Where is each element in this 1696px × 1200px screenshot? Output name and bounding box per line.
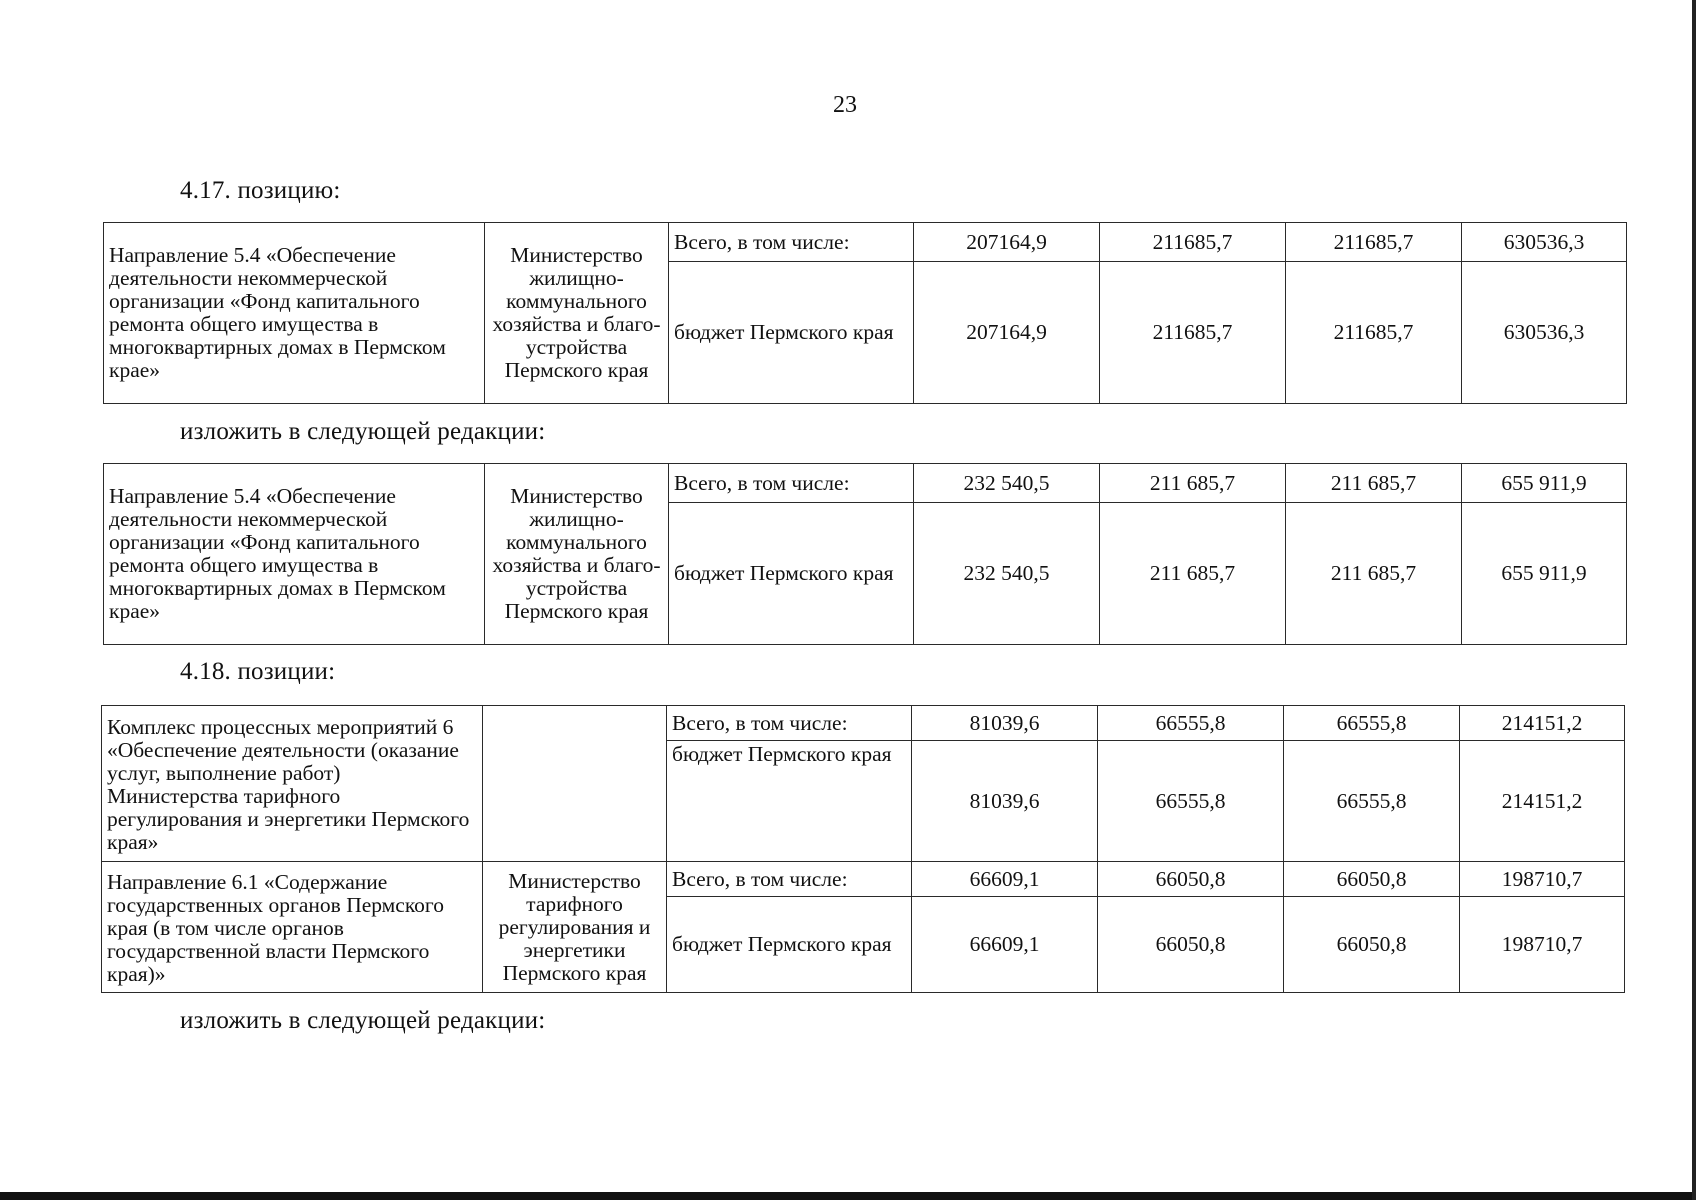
value-cell: 66555,8 (1284, 741, 1460, 862)
value-cell: 66555,8 (1284, 706, 1460, 741)
table-row (102, 706, 1625, 741)
row-label: бюджет Пермского края (669, 262, 914, 404)
table-row (102, 862, 1625, 897)
value-cell: 211 685,7 (1286, 464, 1462, 503)
total-cell: 198710,7 (1460, 897, 1625, 993)
responsible-ministry: Министерство жилищно-коммунального хозяйства и благо-устройства Пермского края (485, 464, 669, 645)
section-heading-new-edition-2: изложить в следующей редакции: (180, 1007, 546, 1034)
total-cell: 630536,3 (1462, 262, 1627, 404)
value-cell: 207164,9 (914, 262, 1100, 404)
row-label: Всего, в том числе: (669, 223, 914, 262)
value-cell: 211 685,7 (1286, 503, 1462, 645)
value-cell: 66050,8 (1098, 897, 1284, 993)
total-cell: 630536,3 (1462, 223, 1627, 262)
total-cell: 655 911,9 (1462, 503, 1627, 645)
row-label: Всего, в том числе: (669, 464, 914, 503)
row-label: Всего, в том числе: (667, 862, 912, 897)
page-number: 23 (833, 92, 857, 118)
positions-table-original (103, 222, 1627, 404)
responsible-ministry: Министерство жилищно-коммунального хозяйства и благо-устройства Пермского края (485, 223, 669, 404)
total-cell: 214151,2 (1460, 706, 1625, 741)
value-cell: 211 685,7 (1100, 503, 1286, 645)
positions-table-new-edition (103, 463, 1627, 645)
scan-edge-right (1692, 0, 1696, 1200)
scan-edge-bottom (0, 1192, 1696, 1200)
value-cell: 66609,1 (912, 862, 1098, 897)
value-cell: 66609,1 (912, 897, 1098, 993)
responsible-ministry: Министерство тарифного регулирования и энергетики Пермского края (483, 862, 667, 993)
value-cell: 66555,8 (1098, 706, 1284, 741)
value-cell: 81039,6 (912, 741, 1098, 862)
value-cell: 211685,7 (1286, 223, 1462, 262)
value-cell: 211 685,7 (1100, 464, 1286, 503)
value-cell: 232 540,5 (914, 464, 1100, 503)
value-cell: 211685,7 (1100, 223, 1286, 262)
table-row (104, 464, 1627, 503)
section-heading-4-17: 4.17. позицию: (180, 177, 341, 204)
section-heading-4-18: 4.18. позиции: (180, 658, 336, 685)
direction-description: Направление 6.1 «Содержание государственных органов Пермского края (в том числе органов государственной власти Пермского края)» (102, 862, 483, 993)
total-cell: 198710,7 (1460, 862, 1625, 897)
value-cell: 66050,8 (1284, 862, 1460, 897)
total-cell: 214151,2 (1460, 741, 1625, 862)
responsible-ministry (483, 706, 667, 862)
value-cell: 232 540,5 (914, 503, 1100, 645)
value-cell: 66050,8 (1098, 862, 1284, 897)
value-cell: 81039,6 (912, 706, 1098, 741)
row-label: бюджет Пермского края (667, 897, 912, 993)
direction-description: Направление 5.4 «Обеспечение деятельности некоммерческой организации «Фонд капитального ремонта общего имущества в многоквартирных домах в Пермском крае» (104, 223, 485, 404)
table-row (104, 223, 1627, 262)
value-cell: 211685,7 (1286, 262, 1462, 404)
value-cell: 211685,7 (1100, 262, 1286, 404)
positions-table-4-18 (101, 705, 1625, 993)
row-label: бюджет Пермского края (669, 503, 914, 645)
value-cell: 66050,8 (1284, 897, 1460, 993)
value-cell: 66555,8 (1098, 741, 1284, 862)
total-cell: 655 911,9 (1462, 464, 1627, 503)
direction-description: Направление 5.4 «Обеспечение деятельности некоммерческой организации «Фонд капитального ремонта общего имущества в многоквартирных домах в Пермском крае» (104, 464, 485, 645)
row-label: Всего, в том числе: (667, 706, 912, 741)
row-label: бюджет Пермского края (667, 741, 912, 862)
section-heading-new-edition: изложить в следующей редакции: (180, 418, 546, 445)
value-cell: 207164,9 (914, 223, 1100, 262)
complex-description: Комплекс процессных мероприятий 6 «Обеспечение деятельности (оказание услуг, выполнение работ) Министерства тарифного регулирования и энергетики Пермского края» (102, 706, 483, 862)
